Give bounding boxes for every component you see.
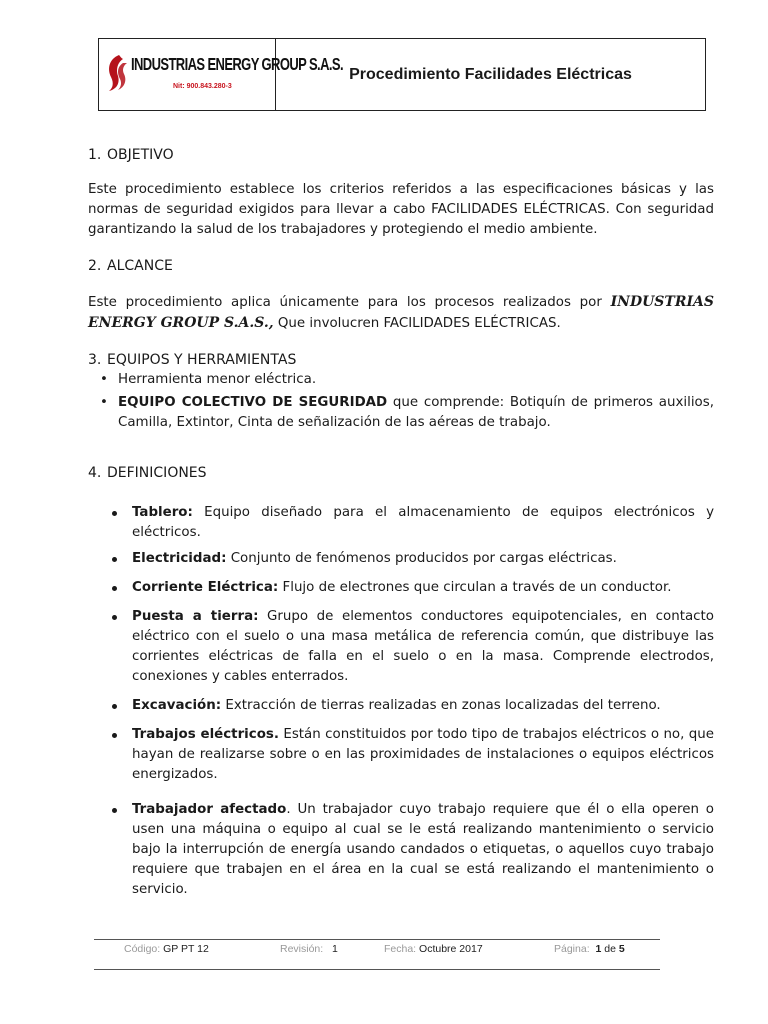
list-item: • EQUIPO COLECTIVO DE SEGURIDAD que comprende: Botiquín de primeros auxilios, Camilla, Extintor, Cinta de señalización de las aéreas de trabajo.	[118, 393, 714, 433]
footer-page: Página: 1 de 5	[554, 943, 625, 955]
alcance-paragraph: Este procedimiento aplica únicamente para los procesos realizados por INDUSTRIAS ENERGY GROUP S.A.S., Que involucren FACILIDADES ELÉCTRICAS.	[88, 294, 714, 331]
section-alcance	[88, 256, 714, 334]
definitions-list	[88, 503, 714, 900]
section-heading: 1. OBJETIVO	[88, 147, 174, 163]
document-title: Procedimiento Facilidades Eléctricas	[349, 65, 632, 83]
definition-item: Electricidad: Conjunto de fenómenos producidos por cargas eléctricas.	[132, 549, 714, 569]
footer-date: Fecha: Octubre 2017	[384, 943, 483, 955]
definition-item: Trabajos eléctricos. Están constituidos por todo tipo de trabajos eléctricos o no, que hayan de realizarse sobre o en las proximidades de instalaciones o equipos eléctricos energizados.	[132, 725, 714, 785]
equipos-list	[88, 370, 714, 433]
definition-item: Trabajador afectado. Un trabajador cuyo trabajo requiere que él o ella operen o usen una máquina o equipo al cual se le está realizando mantenimiento o servicio bajo la interrupción de energía usando candados o etiquetas, o aquellos cuyo trabajo requiere que trabajen en el área en la cual se está realizando el mantenimiento o servicio.	[132, 800, 714, 900]
company-nit: Nit: 900.843.280-3	[173, 83, 232, 90]
company-name: INDUSTRIAS ENERGY GROUP S.A.S.	[131, 54, 343, 75]
document-header	[98, 38, 706, 111]
section-heading: 4. DEFINICIONES	[88, 465, 207, 481]
section-equipos	[88, 350, 714, 433]
company-logo-icon	[105, 53, 131, 93]
section-heading: 2. ALCANCE	[88, 258, 173, 274]
list-item: • Herramienta menor eléctrica.	[118, 370, 714, 390]
footer-divider	[94, 939, 660, 940]
section-definiciones	[88, 463, 714, 900]
document-footer	[124, 943, 630, 959]
section-heading: 3. EQUIPOS Y HERRAMIENTAS	[88, 352, 297, 368]
definition-item: Tablero: Equipo diseñado para el almacenamiento de equipos electrónicos y eléctricos.	[132, 503, 714, 543]
document-body	[88, 145, 714, 900]
section-objetivo	[88, 145, 714, 240]
footer-divider	[94, 969, 660, 970]
footer-revision: Revisión: 1	[280, 943, 338, 955]
footer-code: Código: GP PT 12	[124, 943, 209, 955]
definition-item: Puesta a tierra: Grupo de elementos conductores equipotenciales, en contacto eléctrico con el suelo o una masa metálica de referencia común, que distribuye las corrientes eléctricas de falla en el suelo o en la masa. Comprende electrodos, conexiones y cables enterrados.	[132, 607, 714, 687]
definition-item: Corriente Eléctrica: Flujo de electrones que circulan a través de un conductor.	[132, 578, 714, 598]
objetivo-paragraph: Este procedimiento establece los criterios referidos a las especificaciones básicas y las normas de seguridad exigidos para llevar a cabo FACILIDADES ELÉCTRICAS. Con seguridad garantizando la salud de los trabajadores y protegiendo el medio ambiente.	[88, 182, 714, 237]
company-logo	[99, 39, 343, 110]
definition-item: Excavación: Extracción de tierras realizadas en zonas localizadas del terreno.	[132, 696, 714, 716]
